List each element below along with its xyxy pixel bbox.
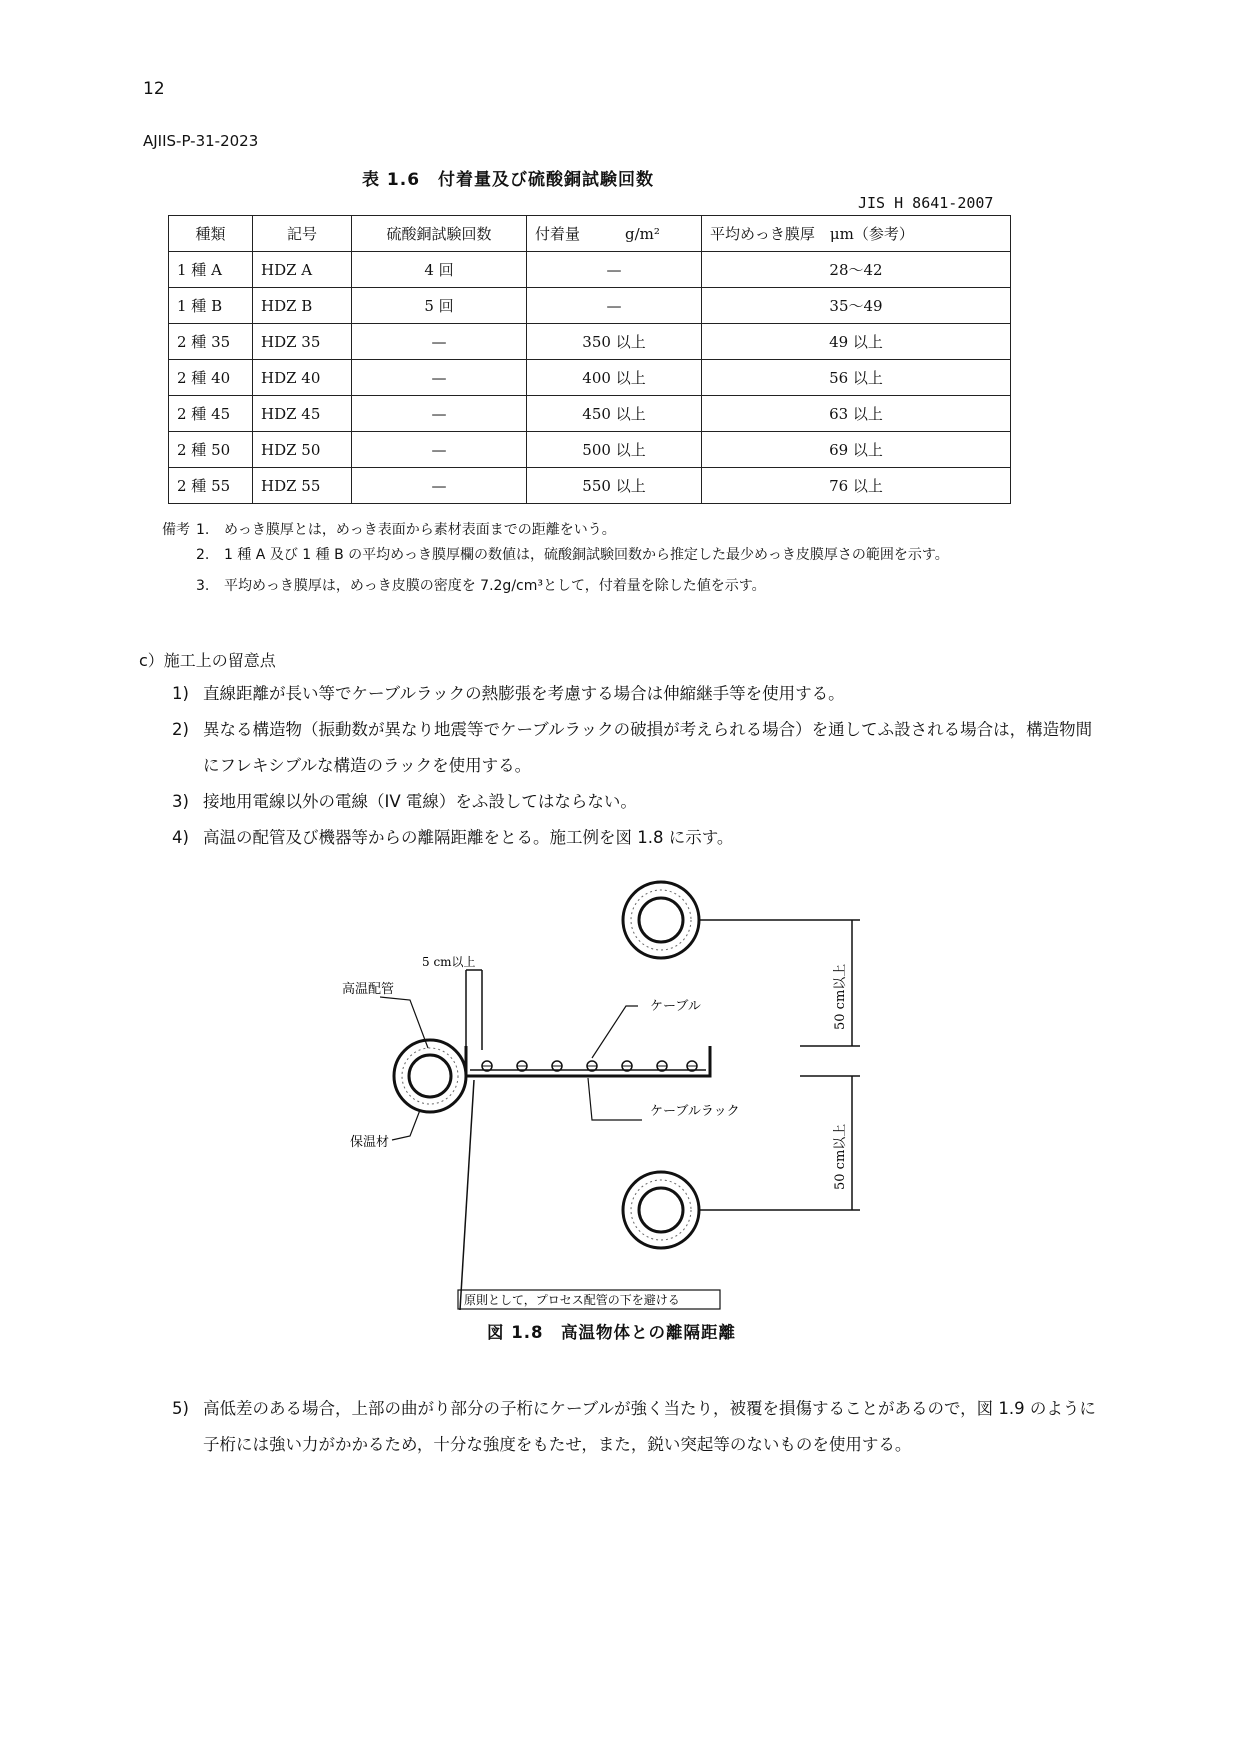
header-type: 種類 — [169, 216, 253, 252]
note-item — [162, 518, 1074, 543]
figure-caption: 図 1.8 高温物体との離隔距離 — [487, 1323, 736, 1342]
table-row — [169, 360, 1011, 396]
table-row — [169, 288, 1011, 324]
document-code: AJIIS-P-31-2023 — [143, 132, 259, 150]
cell-coating-mass: 350 以上 — [527, 324, 702, 360]
list-item — [172, 1391, 1102, 1463]
cell-avg-thickness: 76 以上 — [702, 468, 1011, 504]
cell-coating-mass: 500 以上 — [527, 432, 702, 468]
table-title: 表 1.6 付着量及び硫酸銅試験回数 — [362, 170, 655, 190]
item-text: 異なる構造物（振動数が異なり地震等でケーブルラックの破損が考えられる場合）を通してふ設される場合は，構造物間にフレキシブルな構造のラックを使用する。 — [203, 720, 1093, 775]
item-number: 3) — [172, 792, 189, 811]
cell-avg-thickness: 49 以上 — [702, 324, 1011, 360]
list-item — [172, 820, 1102, 856]
table-row — [169, 432, 1011, 468]
cell-type: 2 種 40 — [169, 360, 253, 396]
figure-drawing — [330, 870, 890, 1310]
cell-avg-thickness: 63 以上 — [702, 396, 1011, 432]
separation-distance-figure — [330, 870, 890, 1314]
cell-symbol: HDZ 55 — [253, 468, 352, 504]
item-text: 高低差のある場合，上部の曲がり部分の子桁にケーブルが強く当たり，被覆を損傷することがあるので，図 1.9 のように子桁には強い力がかかるため，十分な強度をもたせ，また，鋭い突起等のないものを使用する。 — [203, 1399, 1096, 1454]
table-notes — [162, 518, 1074, 599]
cable-rack-label: ケーブルラック — [650, 1104, 740, 1119]
cell-test-count: — — [352, 324, 527, 360]
principle-label: 原則として，プロセス配管の下を避ける — [464, 1293, 680, 1307]
section-heading: c）施工上の留意点 — [139, 651, 276, 670]
lower-process-pipe — [623, 1172, 699, 1248]
table-row — [169, 468, 1011, 504]
cell-test-count: — — [352, 432, 527, 468]
cell-test-count: 5 回 — [352, 288, 527, 324]
note-item — [162, 543, 1074, 568]
cell-symbol: HDZ 35 — [253, 324, 352, 360]
cell-coating-mass: — — [527, 252, 702, 288]
insulation-label: 保温材 — [350, 1135, 390, 1150]
cell-test-count: — — [352, 468, 527, 504]
item-number: 4) — [172, 828, 189, 847]
list-item — [172, 712, 1102, 784]
header-test-count: 硫酸銅試験回数 — [352, 216, 527, 252]
item-number: 2) — [172, 720, 189, 739]
cell-symbol: HDZ B — [253, 288, 352, 324]
note-number: 2. — [196, 547, 210, 563]
cell-test-count: — — [352, 396, 527, 432]
cell-symbol: HDZ 50 — [253, 432, 352, 468]
5cm-label: 5 cm以上 — [422, 955, 476, 969]
cell-type: 2 種 45 — [169, 396, 253, 432]
upper-process-pipe — [623, 882, 699, 958]
cable-rack — [466, 1046, 710, 1076]
bottom-50cm-label: 50 cm以上 — [833, 1123, 848, 1190]
hot-pipe-label: 高温配管 — [342, 982, 395, 997]
notes-label: 備考 — [162, 522, 190, 538]
item-text: 直線距離が長い等でケーブルラックの熱膨張を考慮する場合は伸縮継手等を使用する。 — [203, 684, 845, 703]
note-text: 平均めっき膜厚は，めっき皮膜の密度を 7.2g/cm³として，付着量を除した値を示す。 — [224, 578, 766, 594]
item-number: 1) — [172, 684, 189, 703]
cell-coating-mass: 550 以上 — [527, 468, 702, 504]
cell-avg-thickness: 35～49 — [702, 288, 1011, 324]
table-standard: JIS H 8641-2007 — [858, 194, 994, 212]
principle-leader — [460, 1080, 474, 1310]
cell-test-count: 4 回 — [352, 252, 527, 288]
top-50cm-label: 50 cm以上 — [833, 963, 848, 1030]
plating-table — [168, 215, 1011, 504]
cell-coating-mass: 450 以上 — [527, 396, 702, 432]
cell-type: 1 種 B — [169, 288, 253, 324]
item-number: 5) — [172, 1399, 189, 1418]
cell-symbol: HDZ 45 — [253, 396, 352, 432]
cell-symbol: HDZ A — [253, 252, 352, 288]
table-row — [169, 252, 1011, 288]
hot-pipe — [394, 1040, 466, 1112]
note-text: めっき膜厚とは，めっき表面から素材表面までの距離をいう。 — [224, 522, 616, 538]
list-item — [172, 784, 1102, 820]
cell-type: 2 種 55 — [169, 468, 253, 504]
cell-type: 2 種 35 — [169, 324, 253, 360]
list-item — [172, 676, 1102, 712]
note-item — [162, 574, 1074, 599]
note-text: 1 種 A 及び 1 種 B の平均めっき膜厚欄の数値は，硫酸銅試験回数から推定した最少めっき皮膜厚さの範囲を示す。 — [224, 547, 949, 563]
cable-rack-leader — [588, 1078, 642, 1120]
table-row — [169, 324, 1011, 360]
page-number: 12 — [143, 79, 165, 99]
cell-type: 1 種 A — [169, 252, 253, 288]
cell-test-count: — — [352, 360, 527, 396]
table-row — [169, 396, 1011, 432]
header-coating-mass: 付着量 g/m² — [527, 216, 702, 252]
cell-type: 2 種 50 — [169, 432, 253, 468]
cell-coating-mass: — — [527, 288, 702, 324]
cell-avg-thickness: 69 以上 — [702, 432, 1011, 468]
note-number: 3. — [196, 578, 210, 594]
insulation-leader — [392, 1110, 420, 1140]
cable-label: ケーブル — [650, 999, 701, 1014]
cell-coating-mass: 400 以上 — [527, 360, 702, 396]
cable-leader — [592, 1006, 638, 1058]
item-text: 高温の配管及び機器等からの離隔距離をとる。施工例を図 1.8 に示す。 — [203, 828, 734, 847]
header-avg-thickness: 平均めっき膜厚 μm（参考） — [702, 216, 1011, 252]
item-text: 接地用電線以外の電線（IV 電線）をふ設してはならない。 — [203, 792, 637, 811]
table-header-row — [169, 216, 1011, 252]
cell-symbol: HDZ 40 — [253, 360, 352, 396]
note-number: 1. — [196, 522, 210, 538]
header-symbol: 記号 — [253, 216, 352, 252]
cell-avg-thickness: 28～42 — [702, 252, 1011, 288]
cell-avg-thickness: 56 以上 — [702, 360, 1011, 396]
